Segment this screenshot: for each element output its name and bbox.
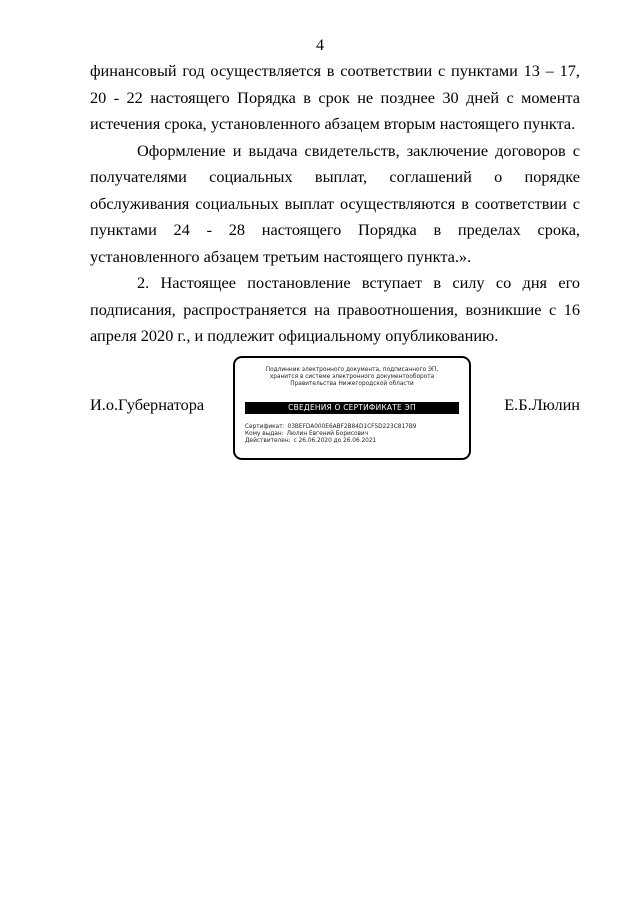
certificate-value: 03BEFDA000E6ABF2B84D1CF5D223C817B9 — [287, 424, 417, 430]
stamp-title-bar: СВЕДЕНИЯ О СЕРТИФИКАТЕ ЭП — [245, 402, 459, 414]
signatory-title: И.о.Губернатора — [90, 395, 205, 414]
stamp-details — [245, 424, 461, 446]
paragraph-effective-date: 2. Настоящее постановление вступает в силу со дня его подписания, распространяется на правоотношения, возникшие с 16 апреля 2020 г., и подлежит официальному опубликованию. — [90, 273, 580, 345]
validity-label: Действителен: — [245, 438, 291, 445]
stamp-header-line: хранится в системе электронного документооборота — [269, 374, 435, 381]
document-body — [90, 58, 580, 350]
stamp-header-line: Правительства Нижегородской области — [290, 381, 414, 388]
paragraph-continuation: финансовый год осуществляется в соответствии с пунктами 13 – 17, 20 - 22 настоящего Порядка в срок не позднее 30 дней с момента истечения срока, установленного абзацем вторым настоящего пункта. — [90, 61, 580, 133]
stamp-header — [235, 367, 469, 389]
page-number: 4 — [316, 37, 324, 54]
signatory-name: Е.Б.Люлин — [504, 395, 580, 414]
validity-row — [245, 438, 461, 445]
validity-value: с 26.06.2020 до 26.06.2021 — [293, 438, 377, 445]
paragraph-certificates: Оформление и выдача свидетельств, заключение договоров с получателями социальных выплат, соглашений о порядке обслуживания социальных выплат осуществляются в соответствии с пунктами 24 - 28 настоящего Порядка в пределах срока, установленного абзацем третьим настоящего пункта.». — [90, 140, 580, 266]
issued-to-value: Люлин Евгений Борисович — [286, 431, 369, 438]
stamp-header-line: Подлинник электронного документа, подписанного ЭП, — [265, 367, 439, 373]
issued-to-label: Кому выдан: — [245, 431, 284, 438]
certificate-label: Сертификат: — [245, 424, 285, 430]
electronic-signature-stamp — [233, 356, 471, 460]
